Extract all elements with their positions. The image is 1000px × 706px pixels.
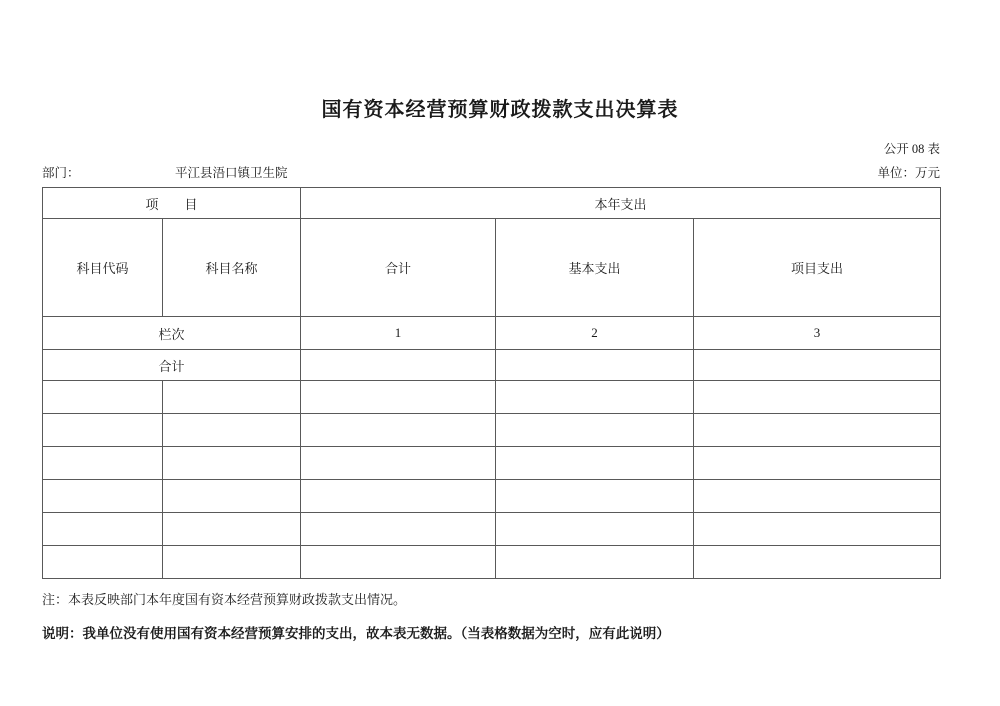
empty-cell	[43, 381, 163, 414]
empty-row	[43, 414, 941, 447]
empty-cell	[496, 414, 694, 447]
empty-cell	[301, 414, 496, 447]
empty-cell	[163, 447, 301, 480]
header-subject-name: 科目名称	[163, 219, 301, 317]
column-index-row	[43, 317, 941, 350]
header-year-expenditure-group: 本年支出	[301, 188, 941, 219]
empty-cell	[43, 513, 163, 546]
empty-cell	[496, 480, 694, 513]
total-row-label: 合计	[43, 350, 301, 381]
empty-cell	[496, 513, 694, 546]
page-title: 国有资本经营预算财政拨款支出决算表	[321, 99, 679, 121]
empty-row	[43, 513, 941, 546]
column-index-3: 3	[694, 317, 941, 350]
total-project-cell	[694, 350, 941, 381]
table-statement: 说明：我单位没有使用国有资本经营预算安排的支出，故本表无数据。（当表格数据为空时，应有此说明）	[42, 626, 670, 641]
header-columns-row	[43, 219, 941, 317]
empty-row	[43, 381, 941, 414]
department-value: 平江县浯口镇卫生院	[175, 166, 288, 180]
empty-row	[43, 447, 941, 480]
empty-cell	[694, 381, 941, 414]
empty-cell	[694, 414, 941, 447]
empty-cell	[43, 546, 163, 579]
table-note: 注：本表反映部门本年度国有资本经营预算财政拨款支出情况。	[42, 592, 407, 607]
column-index-1: 1	[301, 317, 496, 350]
empty-row	[43, 546, 941, 579]
table-code-label: 公开 08 表	[883, 142, 940, 156]
header-total: 合计	[301, 219, 496, 317]
header-subject-code: 科目代码	[43, 219, 163, 317]
header-project-expenditure: 项目支出	[694, 219, 941, 317]
empty-cell	[496, 381, 694, 414]
empty-cell	[694, 447, 941, 480]
empty-cell	[301, 480, 496, 513]
empty-cell	[301, 381, 496, 414]
total-basic-cell	[496, 350, 694, 381]
unit-label: 单位：万元	[877, 166, 940, 180]
empty-row	[43, 480, 941, 513]
empty-cell	[163, 480, 301, 513]
total-row	[43, 350, 941, 381]
empty-cell	[43, 414, 163, 447]
empty-cell	[163, 414, 301, 447]
empty-cell	[163, 513, 301, 546]
empty-rows-section	[43, 381, 941, 579]
department-label: 部门：	[42, 166, 80, 180]
empty-cell	[301, 447, 496, 480]
empty-cell	[301, 546, 496, 579]
header-basic-expenditure: 基本支出	[496, 219, 694, 317]
header-group-row	[43, 188, 941, 219]
empty-cell	[43, 447, 163, 480]
empty-cell	[163, 381, 301, 414]
empty-cell	[694, 546, 941, 579]
total-sum-cell	[301, 350, 496, 381]
empty-cell	[301, 513, 496, 546]
header-item-group: 项 目	[43, 188, 301, 219]
empty-cell	[163, 546, 301, 579]
budget-expenditure-table	[42, 187, 941, 579]
empty-cell	[694, 480, 941, 513]
empty-cell	[496, 447, 694, 480]
column-index-2: 2	[496, 317, 694, 350]
empty-cell	[43, 480, 163, 513]
column-index-label: 栏次	[43, 317, 301, 350]
empty-cell	[496, 546, 694, 579]
empty-cell	[694, 513, 941, 546]
